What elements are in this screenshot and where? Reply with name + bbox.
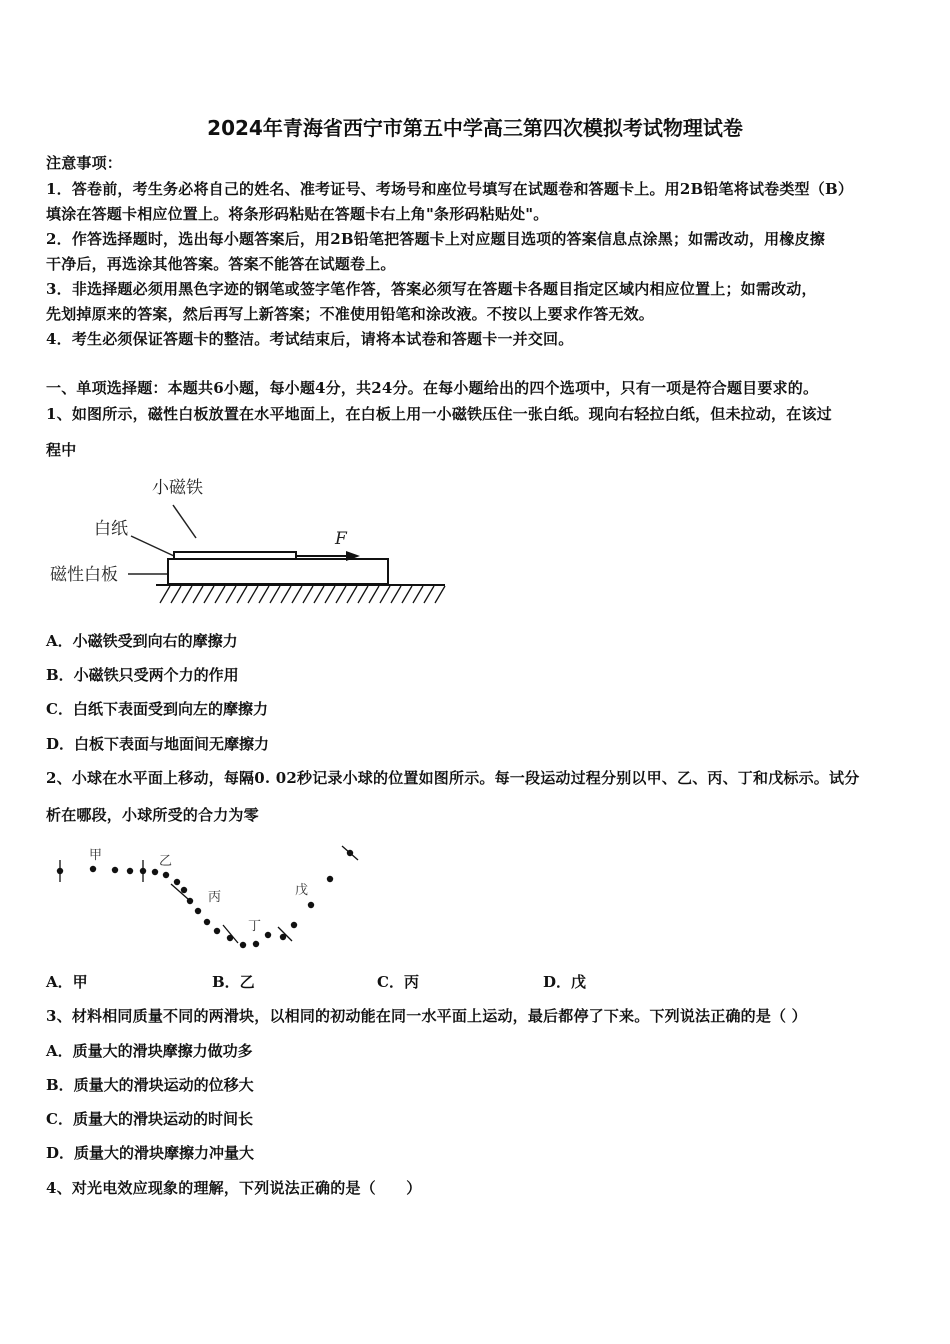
q3-option-a[interactable]: A．质量大的滑块摩擦力做功多: [46, 1042, 253, 1060]
ball-dot: [181, 887, 187, 893]
label-magnet: 小磁铁: [152, 478, 203, 498]
label-bing: 丙: [208, 890, 222, 905]
hatch-line: [358, 586, 368, 603]
q4-stem: 4、对光电效应现象的理解，下列说法正确的是（ ）: [46, 1179, 422, 1197]
label-board: 磁性白板: [50, 565, 118, 585]
ball-dot: [291, 922, 297, 928]
hatch-line: [259, 586, 269, 603]
notice-line: 先划掉原来的答案，然后再写上新答案；不准使用铅笔和涂改液。不按以上要求作答无效。: [46, 305, 655, 323]
q1-figure: [40, 468, 460, 618]
hatch-line: [193, 586, 203, 603]
ball-dot: [327, 876, 333, 882]
hatch-line: [413, 586, 423, 603]
hatch-line: [292, 586, 302, 603]
hatch-line: [435, 586, 445, 603]
q2-option-b[interactable]: B．乙: [212, 973, 255, 991]
q1-stem-line2: 程中: [46, 441, 77, 459]
notice-line: 2．作答选择题时，选出每小题答案后，用2B铅笔把答题卡上对应题目选项的答案信息点涂黑；如需改动，用橡皮擦: [46, 230, 825, 248]
notice-line: 填涂在答题卡相应位置上。将条形码粘贴在答题卡右上角"条形码粘贴处"。: [46, 205, 549, 223]
ball-dot: [214, 928, 220, 934]
hatch-line: [325, 586, 335, 603]
ball-dot: [90, 866, 96, 872]
hatch-line: [171, 586, 181, 603]
ball-dot: [308, 902, 314, 908]
hatch-line: [402, 586, 412, 603]
ball-dot: [195, 908, 201, 914]
hatch-line: [369, 586, 379, 603]
hatch-line: [226, 586, 236, 603]
q3-stem: 3、材料相同质量不同的两滑块，以相同的初动能在同一水平面上运动，最后都停了下来。下列说法正确的是（ ）: [46, 1007, 807, 1025]
hatch-line: [424, 586, 434, 603]
hatch-line: [391, 586, 401, 603]
q2-figure: [40, 838, 380, 956]
hatch-line: [347, 586, 357, 603]
ball-dot: [163, 872, 169, 878]
label-yi: 乙: [159, 854, 173, 869]
ball-dot: [253, 941, 259, 947]
q1-option-c[interactable]: C．白纸下表面受到向左的摩擦力: [46, 700, 268, 718]
hatch-line: [160, 586, 170, 603]
label-wu: 戊: [295, 883, 309, 898]
q2-option-a[interactable]: A．甲: [46, 973, 88, 991]
label-force: F: [335, 529, 347, 549]
q2-stem-line1: 2、小球在水平面上移动，每隔0. 02秒记录小球的位置如图所示。每一段运动过程分别以甲、乙、丙、丁和戊标示。试分: [46, 769, 860, 787]
ball-dot: [204, 919, 210, 925]
notice-line: 干净后，再选涂其他答案。答案不能答在试题卷上。: [46, 255, 396, 273]
hatch-line: [336, 586, 346, 603]
ball-positions: [57, 850, 353, 948]
white-paper: [174, 552, 296, 559]
magnet-leader: [173, 505, 196, 538]
hatch-line: [270, 586, 280, 603]
hatch-line: [204, 586, 214, 603]
ball-dot: [112, 867, 118, 873]
paper-leader: [131, 536, 174, 556]
q1-option-b[interactable]: B．小磁铁只受两个力的作用: [46, 666, 239, 684]
q2-option-d[interactable]: D．戊: [543, 973, 587, 991]
q2-options: [46, 971, 746, 993]
magnetic-board: [168, 559, 388, 584]
q1-stem-line1: 1、如图所示，磁性白板放置在水平地面上，在白板上用一小磁铁压住一张白纸。现向右轻拉白纸，但未拉动，在该过: [46, 405, 832, 423]
q3-option-b[interactable]: B．质量大的滑块运动的位移大: [46, 1076, 254, 1094]
label-ding: 丁: [248, 919, 262, 934]
label-paper: 白纸: [94, 519, 128, 539]
hatch-line: [237, 586, 247, 603]
hatch-line: [281, 586, 291, 603]
notice-heading: 注意事项：: [46, 154, 123, 172]
hatch-line: [215, 586, 225, 603]
page-title: 2024年青海省西宁市第五中学高三第四次模拟考试物理试卷: [207, 116, 743, 140]
hatch-line: [314, 586, 324, 603]
hatch-line: [380, 586, 390, 603]
ball-dot: [152, 869, 158, 875]
q1-option-a[interactable]: A．小磁铁受到向右的摩擦力: [46, 632, 238, 650]
hatch-line: [248, 586, 258, 603]
ball-dot: [174, 879, 180, 885]
label-jia: 甲: [89, 848, 103, 863]
notice-line: 3．非选择题必须用黑色字迹的钢笔或签字笔作答，答案必须写在答题卡各题目指定区域内相应位置上；如需改动，: [46, 280, 817, 298]
ball-dot: [240, 942, 246, 948]
q2-stem-line2: 析在哪段，小球所受的合力为零: [46, 806, 259, 824]
hatch-line: [182, 586, 192, 603]
section-heading: 一、单项选择题：本题共6小题，每小题4分，共24分。在每小题给出的四个选项中，只有一项是符合题目要求的。: [46, 379, 819, 397]
hatch-line: [303, 586, 313, 603]
q3-option-d[interactable]: D．质量大的滑块摩擦力冲量大: [46, 1144, 255, 1162]
notice-line: 1．答卷前，考生务必将自己的姓名、准考证号、考场号和座位号填写在试题卷和答题卡上。用2B铅笔将试卷类型（B）: [46, 180, 854, 198]
q1-option-d[interactable]: D．白板下表面与地面间无摩擦力: [46, 735, 270, 753]
q2-option-c[interactable]: C．丙: [377, 973, 419, 991]
notice-line: 4．考生必须保证答题卡的整洁。考试结束后，请将本试卷和答题卡一并交回。: [46, 330, 574, 348]
ball-dot: [265, 932, 271, 938]
q3-option-c[interactable]: C．质量大的滑块运动的时间长: [46, 1110, 253, 1128]
ground-hatching: [160, 586, 445, 603]
ball-dot: [127, 868, 133, 874]
